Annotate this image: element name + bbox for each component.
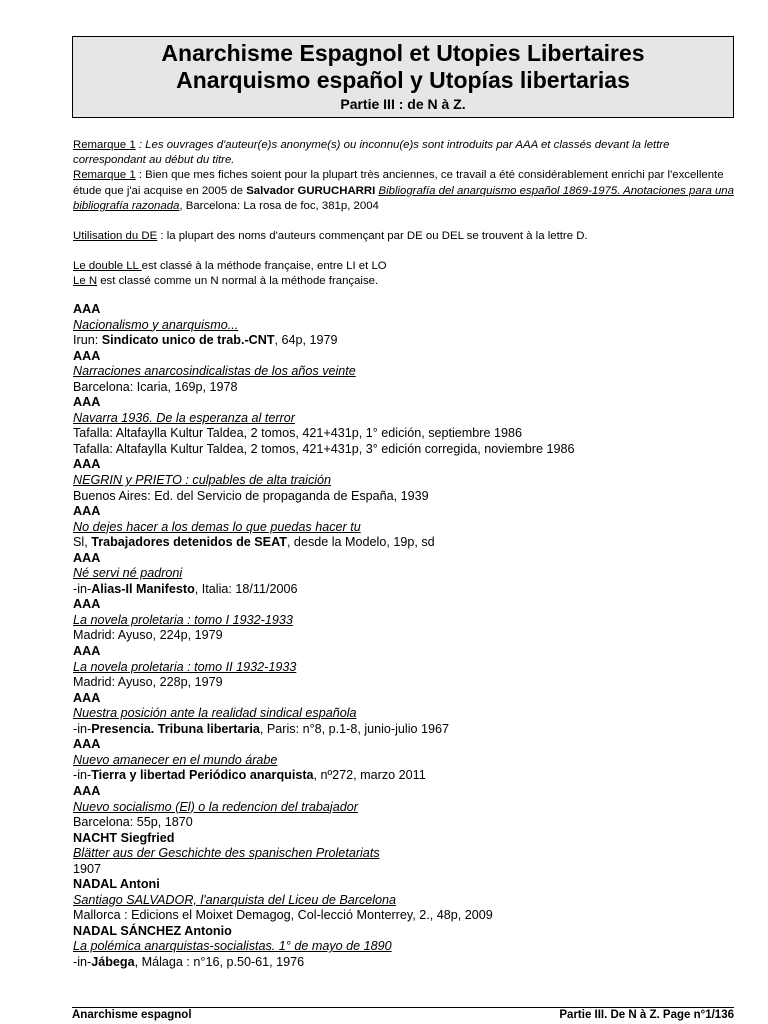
n-note-label: Le N	[73, 275, 98, 288]
entry-author: AAA	[73, 395, 101, 410]
entry-author: AAA	[73, 783, 101, 798]
entry-author: AAA	[73, 644, 101, 659]
remark-1	[73, 138, 734, 168]
entry-publication	[73, 862, 734, 878]
bibliography-entries	[73, 302, 734, 971]
entry-title: Nuevo amanecer en el mundo árabe	[73, 752, 278, 767]
ll-note-text: est classé à la méthode française, entre LI et LO	[141, 260, 387, 273]
entry-publication	[73, 426, 734, 442]
entry-title: Blätter aus der Geschichte des spanischen Proletariats	[73, 846, 380, 861]
entry-publication	[73, 815, 734, 831]
publication-source: Jábega	[91, 954, 135, 969]
entry-publication	[73, 628, 734, 644]
title-box	[72, 36, 734, 118]
title-french: Anarchisme Espagnol et Utopies Libertaires	[161, 40, 645, 66]
entry-title: La polémica anarquistas-socialistas. 1° de mayo de 1890	[73, 939, 392, 954]
publication-source: Trabajadores detenidos de SEAT	[91, 535, 287, 550]
entry-publication	[73, 768, 734, 784]
publication-text: Tafalla: Altafaylla Kultur Taldea, 2 tomos, 421+431p, 1° edición, septiembre 1986	[73, 426, 523, 441]
entry-title: Né servi né padroni	[73, 566, 183, 581]
entry-author: AAA	[73, 737, 101, 752]
publication-text: , Italia: 18/11/2006	[194, 581, 298, 596]
entry-title: Narraciones anarcosindicalistas de los años veinte	[73, 364, 356, 379]
entry-title: La novela proletaria : tomo I 1932-1933	[73, 612, 293, 627]
remarks-section	[73, 138, 734, 290]
entry-publication	[73, 955, 734, 971]
entry-author: NADAL SÁNCHEZ Antonio	[73, 923, 232, 938]
de-usage	[73, 229, 734, 244]
publication-text: , desde la Modelo, 19p, sd	[286, 535, 435, 550]
entry-title: NEGRIN y PRIETO : culpables de alta traición	[73, 473, 332, 488]
entry-publication	[73, 722, 734, 738]
entry-title: La novela proletaria : tomo II 1932-1933	[73, 659, 297, 674]
n-note	[73, 274, 734, 289]
entry-publication	[73, 675, 734, 691]
entry-author: AAA	[73, 690, 101, 705]
publication-text: Tafalla: Altafaylla Kultur Taldea, 2 tomos, 421+431p, 3° edición corregida, noviembre 1986	[73, 441, 575, 456]
entry-title: Nacionalismo y anarquismo...	[73, 317, 239, 332]
footer-left: Anarchisme espagnol	[72, 1009, 192, 1021]
entry-author: AAA	[73, 504, 101, 519]
publication-text: Madrid: Ayuso, 224p, 1979	[73, 628, 223, 643]
entry-title: Santiago SALVADOR, l'anarquista del Liceu de Barcelona	[73, 892, 397, 907]
de-usage-label: Utilisation du DE	[73, 230, 158, 243]
entry-title: Nuestra posición ante la realidad sindical española	[73, 706, 357, 721]
entry-publication	[73, 535, 734, 551]
entry-publication	[73, 333, 734, 349]
entry-publication	[73, 489, 734, 505]
entry-author: AAA	[73, 302, 101, 316]
entry-publication	[73, 380, 734, 396]
publication-source: Tierra y libertad Periódico anarquista	[91, 768, 314, 783]
remark-2-publisher: , Barcelona: La rosa de foc, 381p, 2004	[179, 199, 379, 212]
publication-text: , nº272, marzo 2011	[313, 768, 426, 783]
publication-text: Irun:	[73, 333, 102, 348]
ll-note	[73, 259, 734, 274]
ll-note-label: Le double LL	[73, 260, 142, 273]
publication-text: Barcelona: 55p, 1870	[73, 815, 193, 830]
publication-source: Alias-Il Manifesto	[91, 581, 195, 596]
publication-text: -in-	[73, 721, 92, 736]
remark-2-text: : Bien que mes fiches soient pour la plupart très anciennes, ce travail a été considérablement enrichi par l'excellente étude que j'ai acquise en 2005 de	[73, 169, 724, 197]
entry-author: NADAL Antoni	[73, 877, 160, 892]
publication-text: -in-	[73, 581, 92, 596]
de-usage-text: : la plupart des noms d'auteurs commençant par DE ou DEL se trouvent à la lettre D.	[157, 230, 588, 243]
subtitle: Partie III : de N à Z.	[340, 96, 466, 112]
publication-text: , 64p, 1979	[274, 333, 338, 348]
remark-2	[73, 168, 734, 214]
remark-2-label: Remarque 1	[73, 169, 136, 182]
publication-text: 1907	[73, 861, 102, 876]
publication-source: Sindicato unico de trab.-CNT	[101, 333, 275, 348]
entry-publication	[73, 582, 734, 598]
footer-right: Partie III. De N à Z. Page n°1/136	[559, 1009, 734, 1021]
publication-text: Madrid: Ayuso, 228p, 1979	[73, 675, 223, 690]
publication-text: Sl,	[73, 535, 92, 550]
remark-2-work: Bibliografía del anarquismo español 1869-1975. Anotaciones para una bibliografía razonada	[73, 184, 734, 212]
entry-author: NACHT Siegfried	[73, 830, 175, 845]
remark-1-text: : Les ouvrages d'auteur(e)s anonyme(s) ou inconnu(e)s sont introduits par AAA et classés devant la lettre correspondant au début du titre.	[73, 139, 670, 167]
entry-title: No dejes hacer a los demas lo que puedas hacer tu	[73, 519, 361, 534]
entry-author: AAA	[73, 550, 101, 565]
entry-author: AAA	[73, 597, 101, 612]
publication-text: , Málaga : n°16, p.50-61, 1976	[134, 954, 305, 969]
entry-author: AAA	[73, 348, 101, 363]
entry-publication	[73, 908, 734, 924]
title-spanish: Anarquismo español y Utopías libertarias	[176, 67, 630, 93]
publication-text: Barcelona: Icaria, 169p, 1978	[73, 379, 238, 394]
publication-text: , Paris: n°8, p.1-8, junio-julio 1967	[259, 721, 450, 736]
publication-text: Mallorca : Edicions el Moixet Demagog, Col-lecció Monterrey, 2., 48p, 2009	[73, 908, 493, 923]
publication-source: Presencia. Tribuna libertaria	[91, 721, 260, 736]
entry-author: AAA	[73, 457, 101, 472]
publication-text: Buenos Aires: Ed. del Servicio de propaganda de España, 1939	[73, 488, 429, 503]
entry-title: Nuevo socialismo (El) o la redencion del trabajador	[73, 799, 358, 814]
publication-text: -in-	[73, 954, 92, 969]
n-note-text: est classé comme un N normal à la méthode française.	[97, 275, 379, 288]
entry-title: Navarra 1936. De la esperanza al terror	[73, 410, 295, 425]
publication-text: -in-	[73, 768, 92, 783]
remark-2-author: Salvador GURUCHARRI	[246, 184, 376, 197]
page-footer	[72, 1007, 734, 1021]
entry-publication	[73, 442, 734, 458]
remark-1-label: Remarque 1	[73, 139, 136, 151]
